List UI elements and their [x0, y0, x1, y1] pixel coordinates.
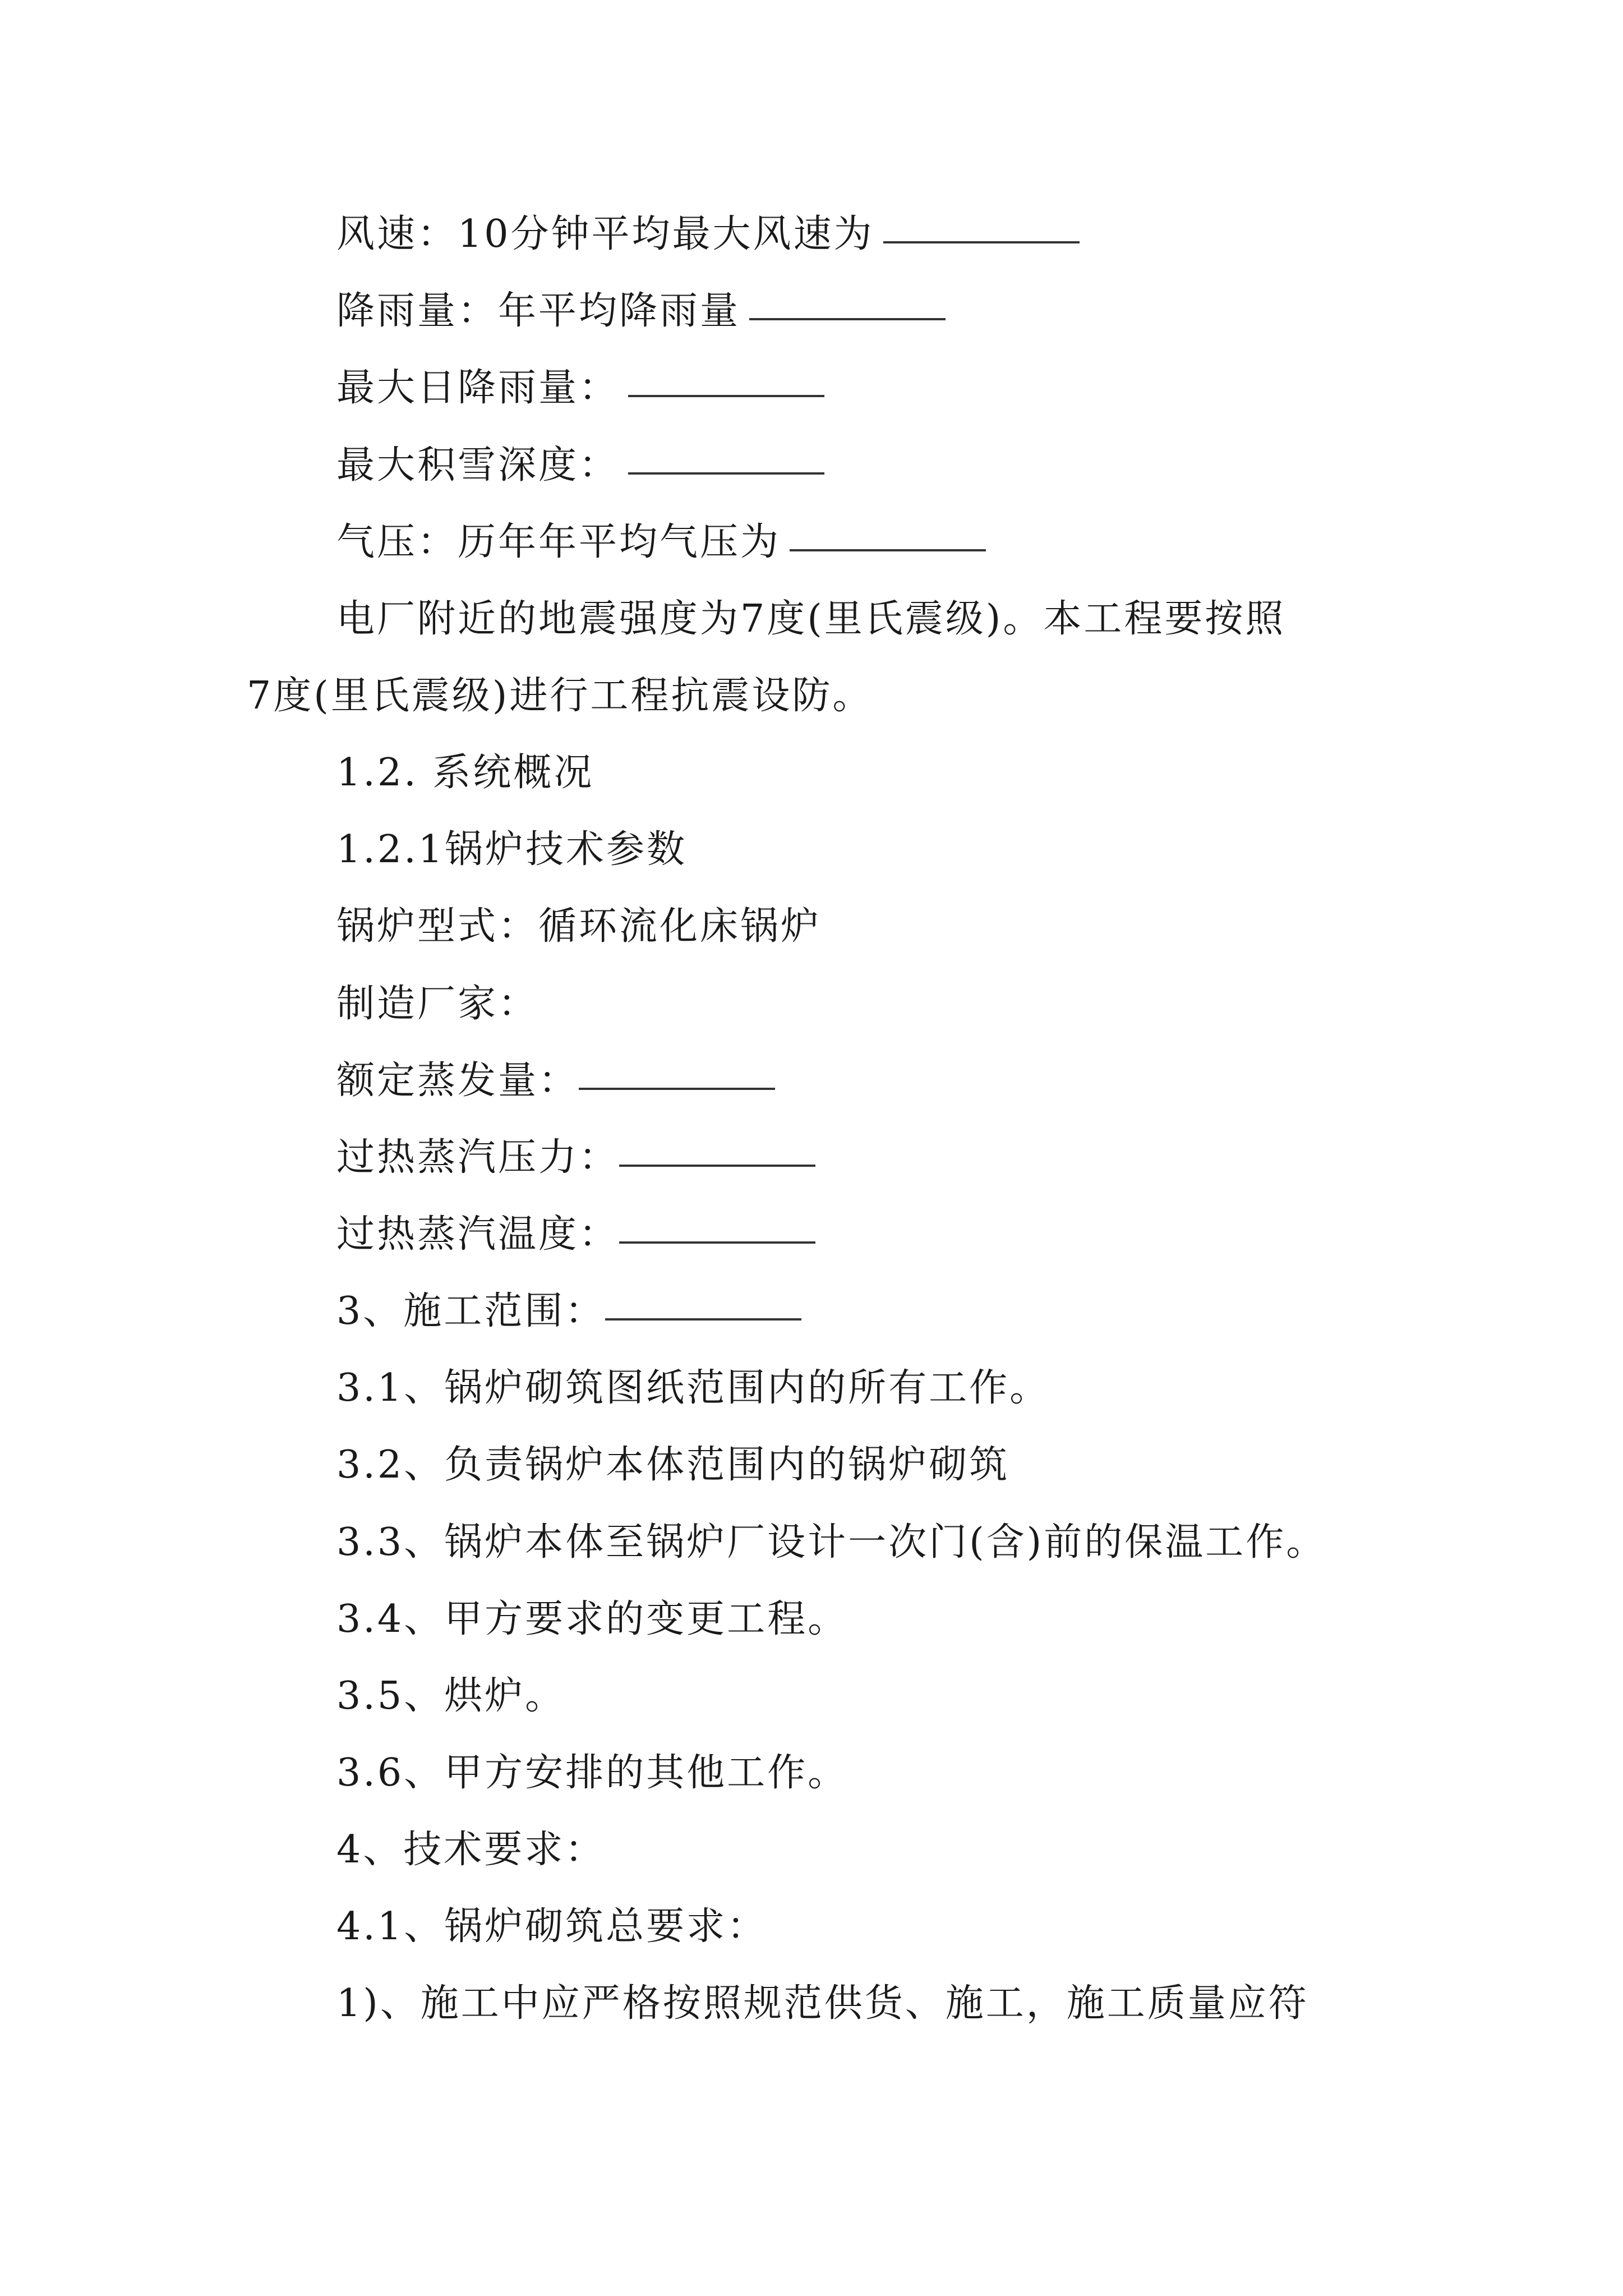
rated-evaporation-text: 额定蒸发量： [336, 1059, 579, 1103]
max-daily-rainfall-line [336, 366, 824, 411]
rainfall-blank [749, 316, 946, 320]
superheated-steam-pressure-text: 过热蒸汽压力： [336, 1135, 620, 1180]
scope-item-3-5: 3.5、烘炉。 [336, 1674, 566, 1718]
section-heading-1-2-1: 1.2.1锅炉技术参数 [336, 827, 688, 872]
air-pressure-blank [790, 547, 986, 551]
superheated-steam-pressure-blank [619, 1162, 815, 1167]
superheated-steam-pressure-line [336, 1135, 815, 1180]
scope-item-3-6: 3.6、甲方安排的其他工作。 [336, 1751, 849, 1795]
technical-requirement-4-1: 4.1、锅炉砌筑总要求： [336, 1904, 768, 1949]
boiler-type-line: 锅炉型式：循环流化床锅炉 [336, 904, 822, 949]
wind-speed-line [336, 212, 1080, 257]
technical-requirements-heading: 4、技术要求： [336, 1828, 606, 1872]
superheated-steam-temperature-text: 过热蒸汽温度： [336, 1212, 620, 1257]
max-daily-rainfall-blank [628, 393, 824, 397]
construction-scope-line [336, 1289, 801, 1334]
air-pressure-text: 气压：历年年平均气压为 [336, 520, 781, 564]
scope-item-3-2: 3.2、负责锅炉本体范围内的锅炉砌筑 [336, 1443, 1010, 1487]
max-snow-depth-line [336, 443, 824, 488]
superheated-steam-temperature-blank [619, 1239, 815, 1244]
max-snow-depth-text: 最大积雪深度： [336, 443, 620, 487]
manufacturer-line: 制造厂家： [336, 982, 539, 1026]
scope-item-3-4: 3.4、甲方要求的变更工程。 [336, 1597, 849, 1641]
scope-item-3-3: 3.3、锅炉本体至锅炉厂设计一次门(含)前的保温工作。 [336, 1520, 1327, 1565]
technical-requirement-item-1: 1)、施工中应严格按照规范供货、施工，施工质量应符 [336, 1981, 1309, 2026]
max-daily-rainfall-text: 最大日降雨量： [336, 366, 620, 410]
wind-speed-text: 风速：10分钟平均最大风速为 [336, 212, 874, 256]
wind-speed-blank [883, 239, 1080, 243]
rated-evaporation-line [336, 1059, 775, 1103]
max-snow-depth-blank [628, 470, 824, 475]
air-pressure-line [336, 520, 986, 565]
rainfall-line [336, 289, 946, 334]
construction-scope-text: 3、施工范围： [336, 1289, 606, 1333]
superheated-steam-temperature-line [336, 1212, 815, 1257]
rainfall-text: 降雨量：年平均降雨量 [336, 289, 741, 333]
scope-item-3-1: 3.1、锅炉砌筑图纸范围内的所有工作。 [336, 1366, 1050, 1410]
rated-evaporation-blank [579, 1085, 775, 1090]
seismic-paragraph-line-2: 7度(里氏震级)进行工程抗震设防。 [247, 674, 873, 718]
section-heading-1-2: 1.2. 系统概况 [336, 751, 594, 795]
construction-scope-blank [605, 1316, 801, 1320]
seismic-paragraph-line-1: 电厂附近的地震强度为7度(里氏震级)。本工程要按照 [336, 597, 1286, 641]
